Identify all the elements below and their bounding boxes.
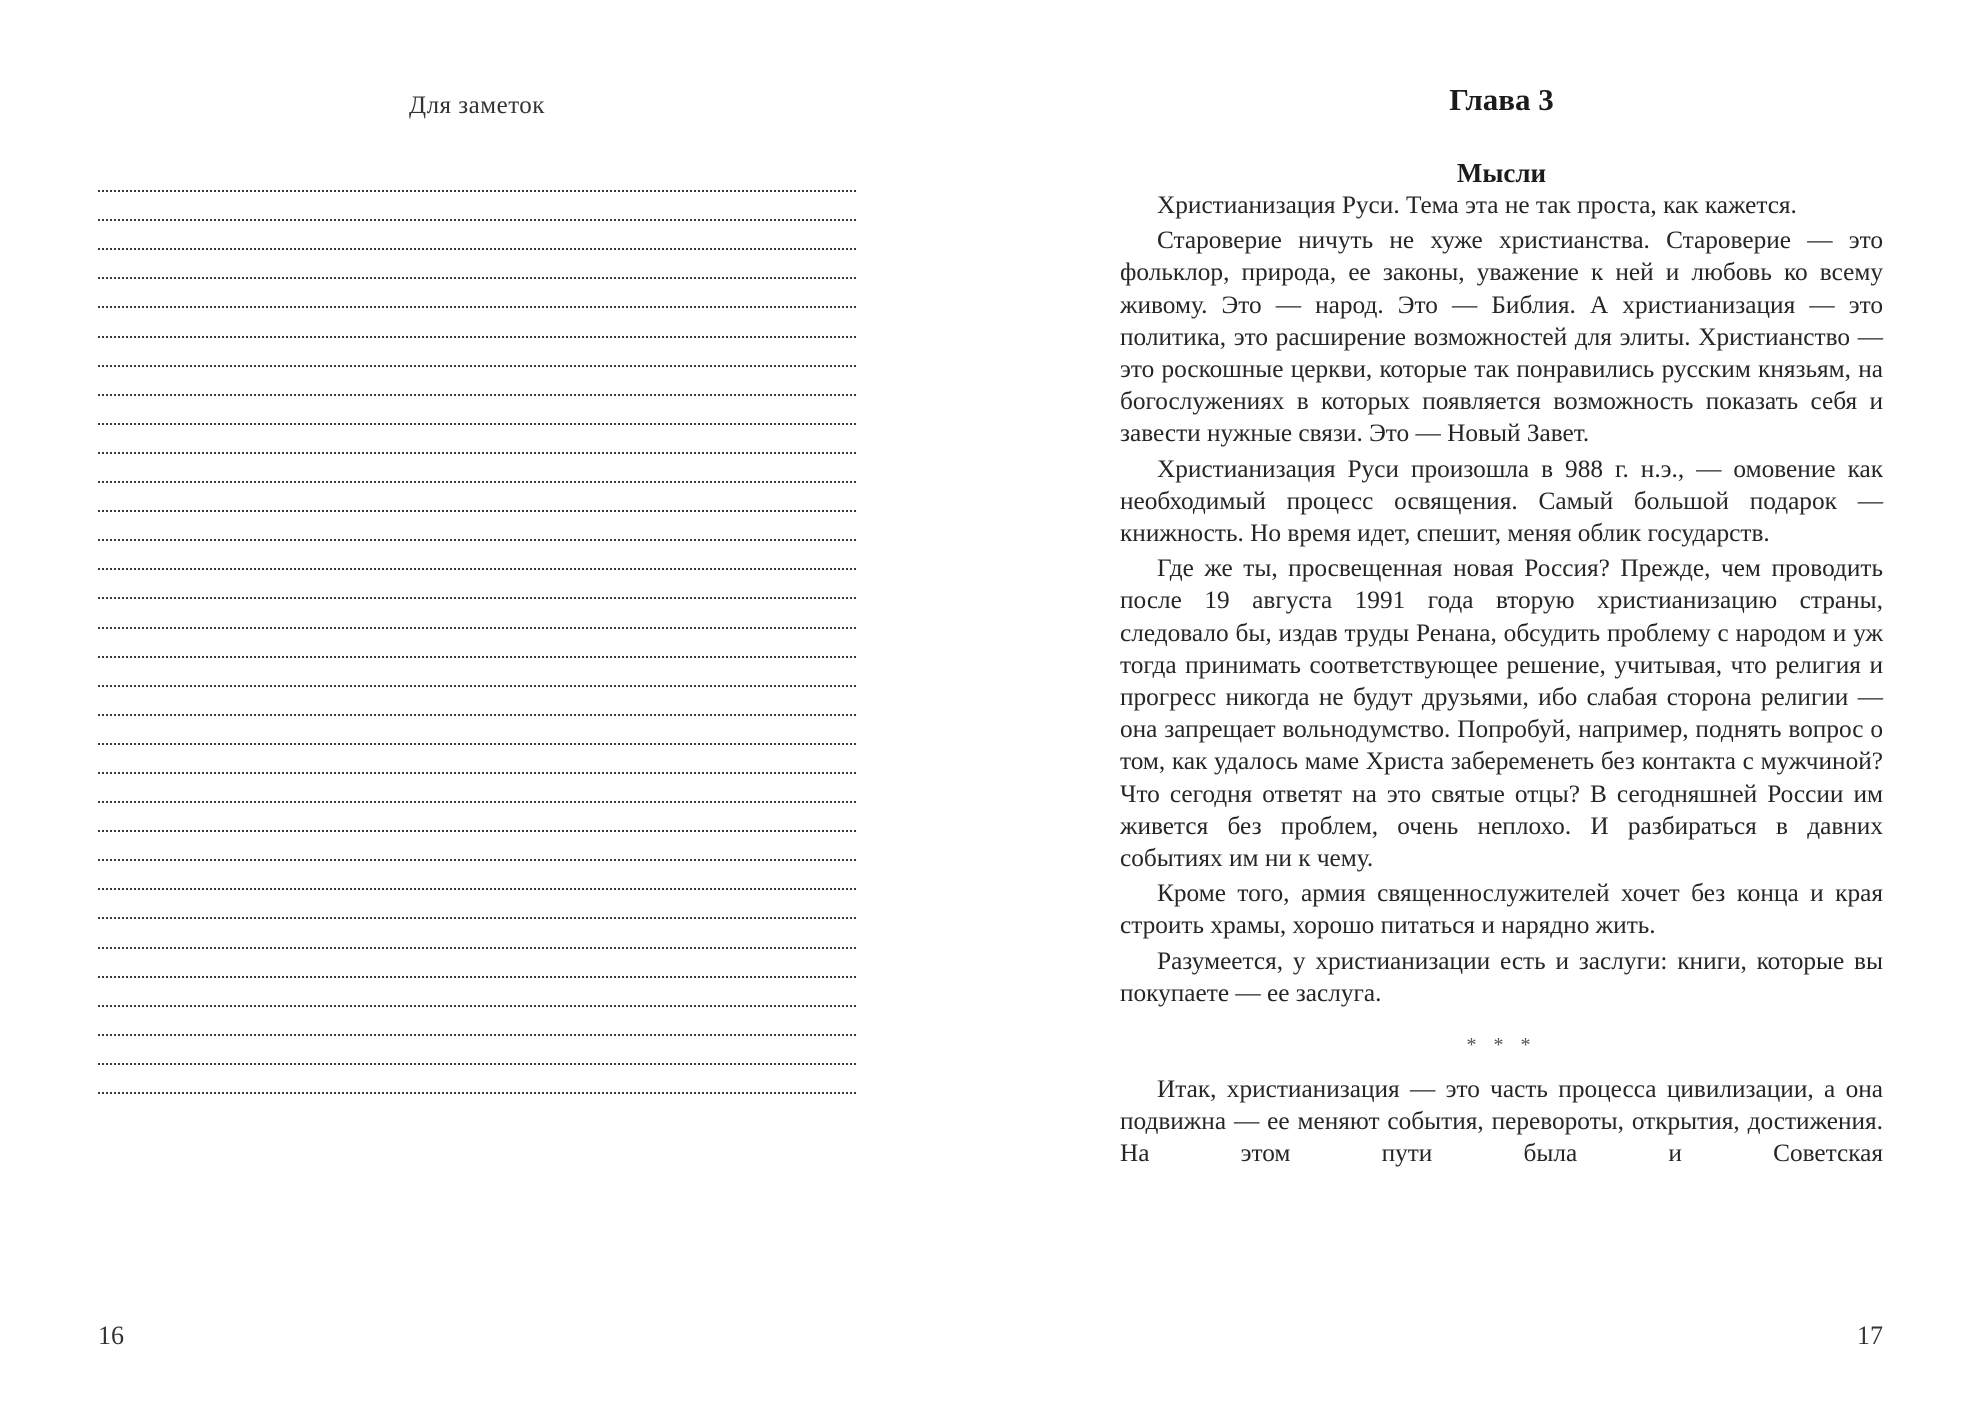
notes-line	[98, 629, 856, 658]
section-title: Мысли	[1456, 158, 1547, 188]
notes-line	[98, 396, 856, 425]
notes-line	[98, 949, 856, 978]
notes-line	[98, 454, 856, 483]
notes-line	[98, 279, 856, 308]
chapter-title: Глава 3	[1449, 82, 1554, 117]
notes-line	[98, 745, 856, 774]
paragraph: Кроме того, армия священнослужителей хочет без конца и края строить храмы, хорошо питаться и нарядно жить.	[1120, 879, 1883, 940]
notes-line	[98, 541, 856, 570]
notes-line	[98, 367, 856, 396]
notes-line	[98, 1065, 856, 1094]
paragraph: Разумеется, у христианизации есть и заслуги: книги, которые вы покупаете — ее заслуга.	[1120, 946, 1883, 1007]
notes-line	[98, 978, 856, 1007]
notes-line	[98, 687, 856, 716]
notes-lines	[98, 163, 856, 1094]
section-separator: * * *	[1466, 1034, 1537, 1057]
paragraph: Где же ты, просвещенная новая Россия? Прежде, чем проводить после 19 августа 1991 года вторую христианизацию страны, следовало бы, издав труды Ренана, обсудить проблему с народом и уж тогда принимать соответствующее решение, учитывая, что религия и прогресс никогда не будут друзьями, ибо слабая сторона религии — она запрещает вольнодумство. Попробуй, например, поднять вопрос о том, как удалось маме Христа забеременеть без контакта с мужчиной? Что сегодня ответят на это святые отцы? В сегодняшней России им живется без проблем, очень неплохо. И разбираться в давних событиях им ни к чему.	[1120, 554, 1883, 873]
notes-line	[98, 658, 856, 687]
notes-heading: Для заметок	[409, 92, 545, 119]
notes-line	[98, 163, 856, 192]
notes-line	[98, 570, 856, 599]
article-body	[1120, 157, 1883, 1173]
right-page	[990, 0, 1980, 1416]
notes-line	[98, 221, 856, 250]
notes-line	[98, 425, 856, 454]
notes-line	[98, 512, 856, 541]
paragraph: Староверие ничуть не хуже христианства. Староверие — это фольклор, природа, ее законы, уважение к ней и любовь ко всему живому. Это — народ. Это — Библия. А христианизация — это политика, это расширение возможностей для элиты. Христианство — это роскошные церкви, которые так понравились русским князьям, на богослужениях в которых появляется возможность показать себя и завести нужные связи. Это — Новый Завет.	[1120, 226, 1883, 448]
notes-line	[98, 803, 856, 832]
notes-line	[98, 338, 856, 367]
notes-line	[98, 483, 856, 512]
notes-line	[98, 192, 856, 221]
notes-line	[98, 250, 856, 279]
paragraph-continuation: Итак, христианизация — это часть процесса цивилизации, а она подвижна — ее меняют события, перевороты, открытия, достижения. На этом пути была и Советская	[1120, 1075, 1883, 1168]
paragraph: Христианизация Руси произошла в 988 г. н.э., — омовение как необходимый процесс освящения. Самый большой подарок — книжность. Но время идет, спешит, меняя облик государств.	[1120, 454, 1883, 548]
notes-line	[98, 832, 856, 861]
notes-line	[98, 716, 856, 745]
notes-line	[98, 599, 856, 628]
paragraph: Христианизация Руси. Тема эта не так проста, как кажется.	[1157, 191, 1797, 219]
notes-line	[98, 890, 856, 919]
notes-line	[98, 861, 856, 890]
notes-line	[98, 919, 856, 948]
notes-line	[98, 1036, 856, 1065]
page-number-right: 17	[1857, 1321, 1883, 1350]
notes-line	[98, 1007, 856, 1036]
notes-line	[98, 774, 856, 803]
notes-line	[98, 308, 856, 337]
page-number-left: 16	[98, 1321, 124, 1350]
